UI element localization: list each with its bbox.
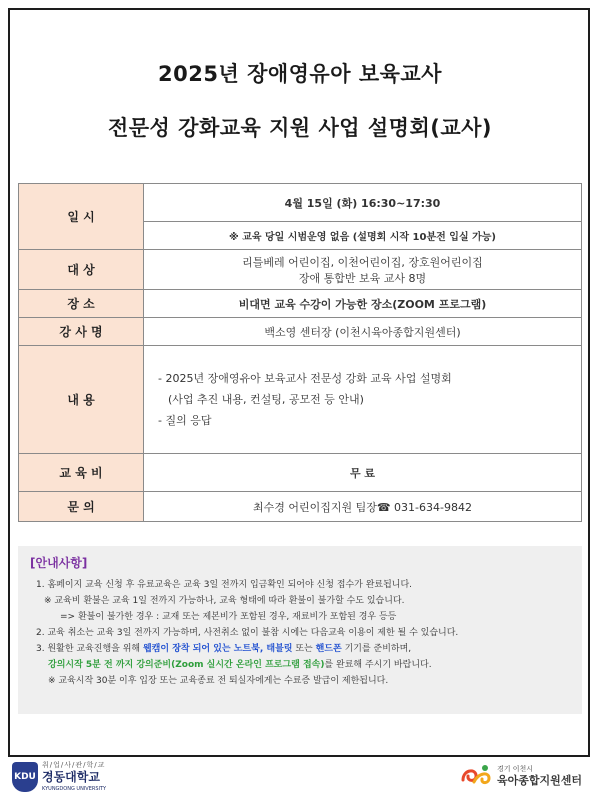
notice-item-3 [30, 641, 570, 657]
university-name-en: KYUNGDONG UNIVERSITY [42, 786, 107, 792]
schedule-label: 일 시 [19, 184, 144, 250]
notice-item-1-note: ※ 교육비 환불은 교육 1일 전까지 가능하나, 교육 형태에 따라 환불이 불가할 수도 있습니다. [44, 596, 405, 606]
inquiry-label: 문 의 [19, 492, 144, 522]
notice-item-2: 2. 교육 취소는 교육 3일 전까지 가능하며, 사전취소 없이 불참 시에는 다음교육 이용이 제한 될 수 있습니다. [36, 628, 459, 638]
content-label: 내 용 [19, 346, 144, 454]
fee-value: 무 료 [144, 454, 582, 492]
notice-item-3-e: 기기를 준비하며, [341, 644, 412, 654]
schedule-value: 4월 15일 (화) 16:30~17:30 [144, 184, 582, 222]
target-value [144, 250, 582, 290]
place-value: 비대면 교육 수강이 가능한 장소(ZOOM 프로그램) [144, 290, 582, 318]
notice-box [18, 546, 582, 714]
inquiry-value: 최수경 어린이집지원 팀장☎ 031-634-9842 [144, 492, 582, 522]
content-line3: - 질의 응답 [158, 414, 212, 427]
notice-item-3-line2 [30, 657, 570, 673]
schedule-note: ※ 교육 당일 시범운영 없음 (설명회 시작 10분전 입실 가능) [144, 222, 582, 250]
notice-item-3-c: 또는 [292, 644, 316, 654]
center-swirl-icon [459, 762, 493, 788]
lecturer-label: 강 사 명 [19, 318, 144, 346]
notice-title: [안내사항] [30, 556, 88, 570]
target-line2: 장애 통합반 보육 교사 8명 [298, 271, 427, 285]
place-label: 장 소 [19, 290, 144, 318]
notice-item-3-f: 를 완료해 주시기 바랍니다. [324, 660, 432, 670]
university-name: 경동대학교 [42, 770, 100, 784]
content-value [144, 346, 582, 454]
notice-item-3-zoom: 강의시작 5분 전 까지 강의준비(Zoom 실시간 온라인 프로그램 접속) [48, 660, 325, 670]
notice-item-1-subnote: => 환불이 불가한 경우 : 교재 또는 제본비가 포함된 경우, 재료비가 포함된 경우 등등 [60, 612, 397, 622]
notice-item-3-note: ※ 교육시작 30분 이후 입장 또는 교육종료 전 퇴실자에게는 수료증 발급이 제한됩니다. [48, 676, 389, 686]
content-line2: (사업 추진 내용, 컨설팅, 공모전 등 안내) [168, 393, 364, 406]
info-table [18, 183, 582, 522]
fee-label: 교 육 비 [19, 454, 144, 492]
university-logo [12, 760, 106, 794]
content-line1: - 2025년 장애영유아 보육교사 전문성 강화 교육 사업 설명회 [158, 372, 452, 385]
notice-item-3-phone: 핸드폰 [315, 644, 342, 654]
center-name: 육아종합지원센터 [496, 774, 582, 787]
university-tagline: 취/업/사/관/학/교 [42, 761, 106, 769]
notice-item-3-devices: 웹캠이 장착 되어 있는 노트북, 태블릿 [142, 644, 293, 654]
target-line1: 리틀베레 어린이집, 이천어린이집, 장호원어린이집 [242, 255, 483, 269]
lecturer-value: 백소영 센터장 (이천시육아종합지원센터) [144, 318, 582, 346]
university-emblem-icon: KDU [12, 762, 38, 792]
target-label: 대 상 [19, 250, 144, 290]
center-logo [459, 762, 582, 788]
notice-item-1: 1. 홈페이지 교육 신청 후 유료교육은 교육 3일 전까지 입금확인 되어야 신청 접수가 완료됩니다. [36, 580, 413, 590]
center-region: 경기 이천시 [496, 765, 534, 773]
page-title-line2: 전문성 강화교육 지원 사업 설명회(교사) [107, 116, 492, 140]
notice-item-3-a: 3. 원활한 교육진행을 위해 [36, 644, 143, 654]
page-title-line1: 2025년 장애영유아 보육교사 [158, 62, 442, 86]
